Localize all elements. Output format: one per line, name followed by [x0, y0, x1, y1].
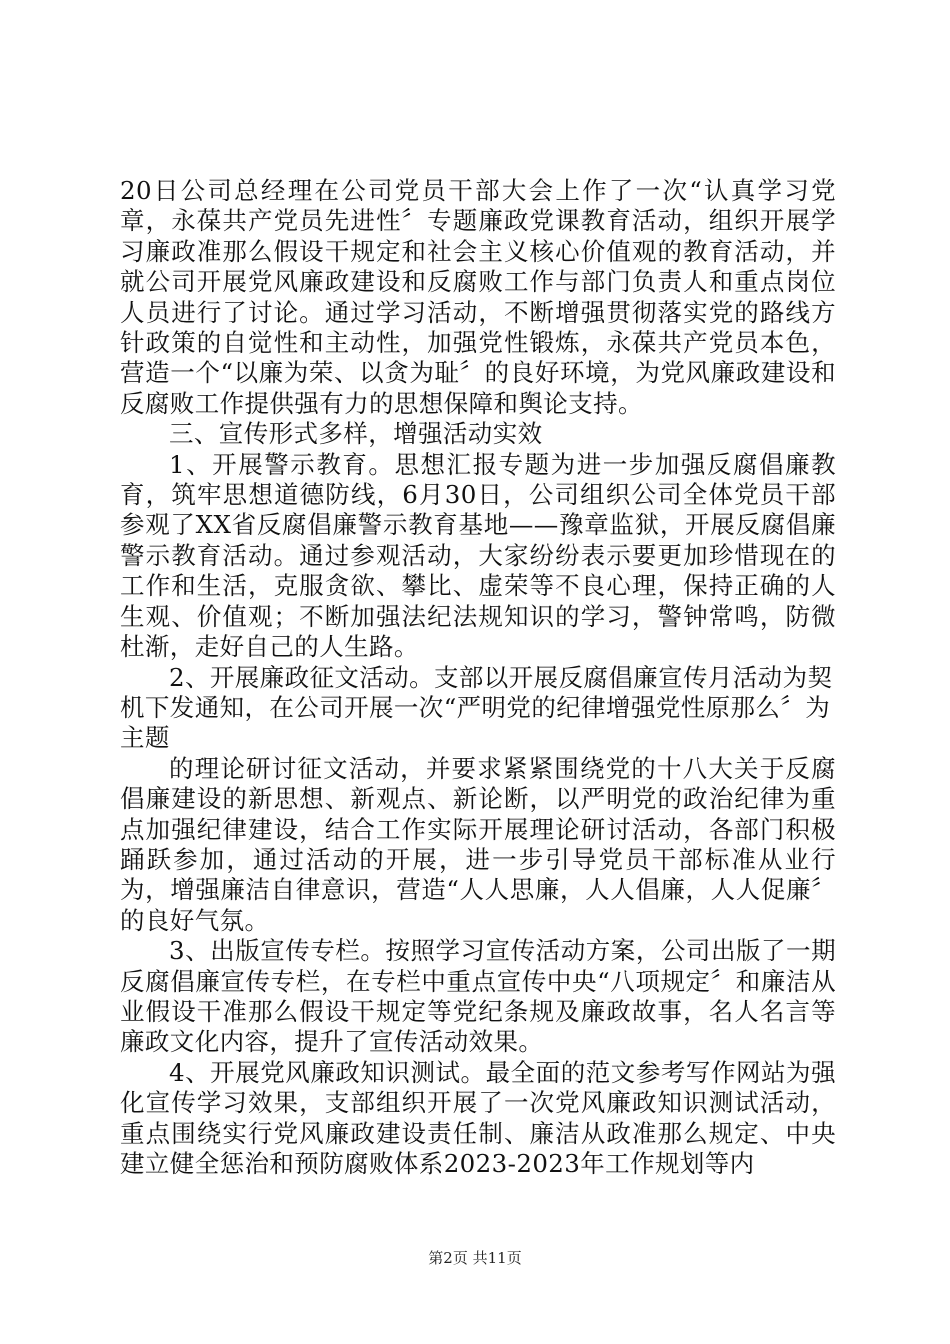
- paragraph-warning-education: 1、开展警示教育。思想汇报专题为进一步加强反腐倡廉教育，筑牢思想道德防线，6月30日，公司组织公司全体党员干部参观了XX省反腐倡廉警示教育基地——豫章监狱，开展反腐倡廉警示教育活动。通过参观活动，大家纷纷表示要更加珍惜现在的工作和生活，克服贪欲、攀比、虚荣等不良心理，保持正确的人生观、价值观；不断加强法纪法规知识的学习，警钟常鸣，防微杜渐，走好自己的人生路。: [120, 449, 836, 662]
- paragraph-1: 20日公司总经理在公司党员干部大会上作了一次“认真学习党章，永葆共产党员先进性〞专题廉政党课教育活动，组织开展学习廉政准那么假设干规定和社会主义核心价值观的教育活动，并就公司开展党风廉政建设和反腐败工作与部门负责人和重点岗位人员进行了讨论。通过学习活动，不断增强贯彻落实党的路线方针政策的自觉性和主动性，加强党性锻炼，永葆共产党员本色，营造一个“以廉为荣、以贪为耻〞的良好环境，为党风廉政建设和反腐败工作提供强有力的思想保障和舆论支持。: [120, 176, 836, 418]
- paragraph-publicity-column: 3、出版宣传专栏。按照学习宣传活动方案，公司出版了一期反腐倡廉宣传专栏，在专栏中重点宣传中央“八项规定〞和廉洁从业假设干准那么假设干规定等党纪条规及廉政故事，名人名言等廉政文化内容，提升了宣传活动效果。: [120, 936, 836, 1057]
- page-number-footer: 第2页 共11页: [428, 1249, 522, 1267]
- paragraph-essay-activity: 2、开展廉政征文活动。支部以开展反腐倡廉宣传月活动为契机下发通知，在公司开展一次“严明党的纪律增强党性原那么〞为主题: [120, 662, 833, 753]
- document-body: [120, 176, 836, 1179]
- section-heading-3: 三、宣传形式多样，增强活动实效: [169, 419, 543, 449]
- paragraph-knowledge-test: 4、开展党风廉政知识测试。最全面的范文参考写作网站为强化宣传学习效果，支部组织开展了一次党风廉政知识测试活动，重点围绕实行党风廉政建设责任制、廉洁从政准那么规定、中央建立健全惩治和预防腐败体系2023-2023年工作规划等内: [120, 1057, 836, 1178]
- paragraph-essay-continued: 的理论研讨征文活动，并要求紧紧围绕党的十八大关于反腐倡廉建设的新思想、新观点、新论断，以严明党的政治纪律为重点加强纪律建设，结合工作实际开展理论研讨活动，各部门积极踊跃参加，通过活动的开展，进一步引导党员干部标准从业行为，增强廉洁自律意识，营造“人人思廉，人人倡廉，人人促廉〞的良好气氛。: [120, 753, 836, 935]
